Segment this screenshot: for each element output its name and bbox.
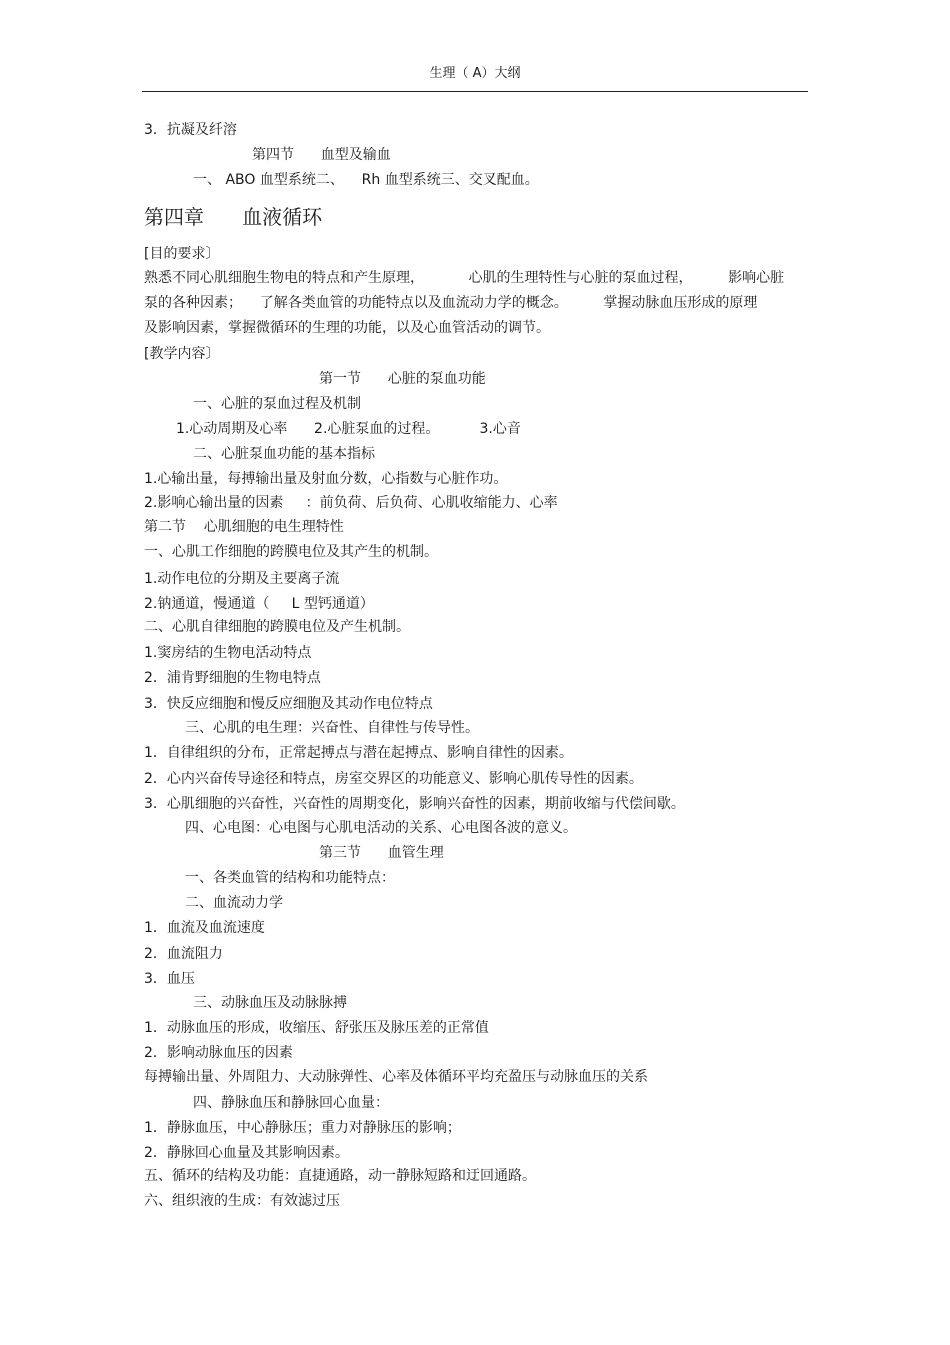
text-line: 1.心输出量，每搏输出量及射血分数，心指数与心脏作功。 bbox=[144, 471, 508, 487]
section-title: 第一节 心脏的泵血功能 bbox=[319, 371, 486, 387]
text-line: 2．静脉回心血量及其影响因素。 bbox=[144, 1145, 349, 1161]
text-line: 1.心动周期及心率 2.心脏泵血的过程。 3.心音 bbox=[176, 421, 521, 437]
page-header: 生理（ A）大纲 bbox=[142, 64, 808, 92]
text-line: 2．影响动脉血压的因素 bbox=[144, 1045, 293, 1061]
section-title: 第三节 血管生理 bbox=[319, 845, 444, 861]
section-title: 第二节 心肌细胞的电生理特性 bbox=[144, 519, 344, 535]
text-line: 1．血流及血流速度 bbox=[144, 920, 265, 936]
text-line: 二、血流动力学 bbox=[185, 895, 283, 911]
text-line: 1．静脉血压，中心静脉压；重力对静脉压的影响； bbox=[144, 1120, 461, 1136]
text-line: 四、心电图：心电图与心肌电活动的关系、心电图各波的意义。 bbox=[185, 820, 577, 836]
text-line: 3．抗凝及纤溶 bbox=[144, 122, 237, 138]
text-line: 一、心肌工作细胞的跨膜电位及其产生的机制。 bbox=[144, 544, 438, 560]
text-line: 2．浦肯野细胞的生物电特点 bbox=[144, 670, 321, 686]
text-line: 五、循环的结构及功能：直捷通路，动一静脉短路和迂回通路。 bbox=[144, 1168, 536, 1184]
section-title: 第四节 血型及输血 bbox=[252, 147, 391, 163]
text-line: 3．血压 bbox=[144, 971, 195, 987]
text-line: 及影响因素，掌握微循环的生理的功能，以及心血管活动的调节。 bbox=[144, 320, 550, 336]
text-line: 2．心内兴奋传导途径和特点，房室交界区的功能意义、影响心肌传导性的因素。 bbox=[144, 771, 643, 787]
text-line: 泵的各种因素； 了解各类血管的功能特点以及血流动力学的概念。 掌握动脉血压形成的原理 bbox=[144, 295, 758, 311]
text-line: 2.钠通道，慢通道（ L 型钙通道） bbox=[144, 596, 374, 612]
text-line: 每搏输出量、外周阻力、大动脉弹性、心率及体循环平均充盈压与动脉血压的关系 bbox=[144, 1069, 648, 1085]
text-line: 3．心肌细胞的兴奋性，兴奋性的周期变化，影响兴奋性的因素，期前收缩与代偿间歇。 bbox=[144, 796, 685, 812]
text-line: 六、组织液的生成：有效滤过压 bbox=[144, 1193, 340, 1209]
text-line: 2.影响心输出量的因素 ：前负荷、后负荷、心肌收缩能力、心率 bbox=[144, 495, 558, 511]
text-line: 1．动脉血压的形成，收缩压、舒张压及脉压差的正常值 bbox=[144, 1020, 489, 1036]
text-line: 一、心脏的泵血过程及机制 bbox=[193, 396, 361, 412]
text-line: 三、动脉血压及动脉脉搏 bbox=[193, 995, 347, 1011]
text-line: 四、静脉血压和静脉回心血量： bbox=[193, 1095, 389, 1111]
text-line: 2．血流阻力 bbox=[144, 946, 223, 962]
chapter-title: 第四章 血液循环 bbox=[144, 205, 323, 229]
text-line: [目的要求〕 bbox=[144, 246, 220, 262]
text-line: 一、 ABO 血型系统二、 Rh 血型系统三、交叉配血。 bbox=[193, 172, 539, 188]
text-line: 1.窦房结的生物电活动特点 bbox=[144, 645, 312, 661]
text-line: [教学内容〕 bbox=[144, 346, 220, 362]
text-line: 1．自律组织的分布，正常起搏点与潜在起搏点、影响自律性的因素。 bbox=[144, 745, 573, 761]
text-line: 二、心脏泵血功能的基本指标 bbox=[193, 446, 375, 462]
text-line: 一、各类血管的结构和功能特点： bbox=[185, 870, 395, 886]
text-line: 三、心肌的电生理：兴奋性、自律性与传导性。 bbox=[185, 720, 479, 736]
text-line: 熟悉不同心肌细胞生物电的特点和产生原理， 心肌的生理特性与心脏的泵血过程， 影响心脏 bbox=[144, 270, 785, 286]
text-line: 二、心肌自律细胞的跨膜电位及产生机制。 bbox=[144, 619, 410, 635]
text-line: 1.动作电位的分期及主要离子流 bbox=[144, 571, 340, 587]
text-line: 3．快反应细胞和慢反应细胞及其动作电位特点 bbox=[144, 696, 433, 712]
